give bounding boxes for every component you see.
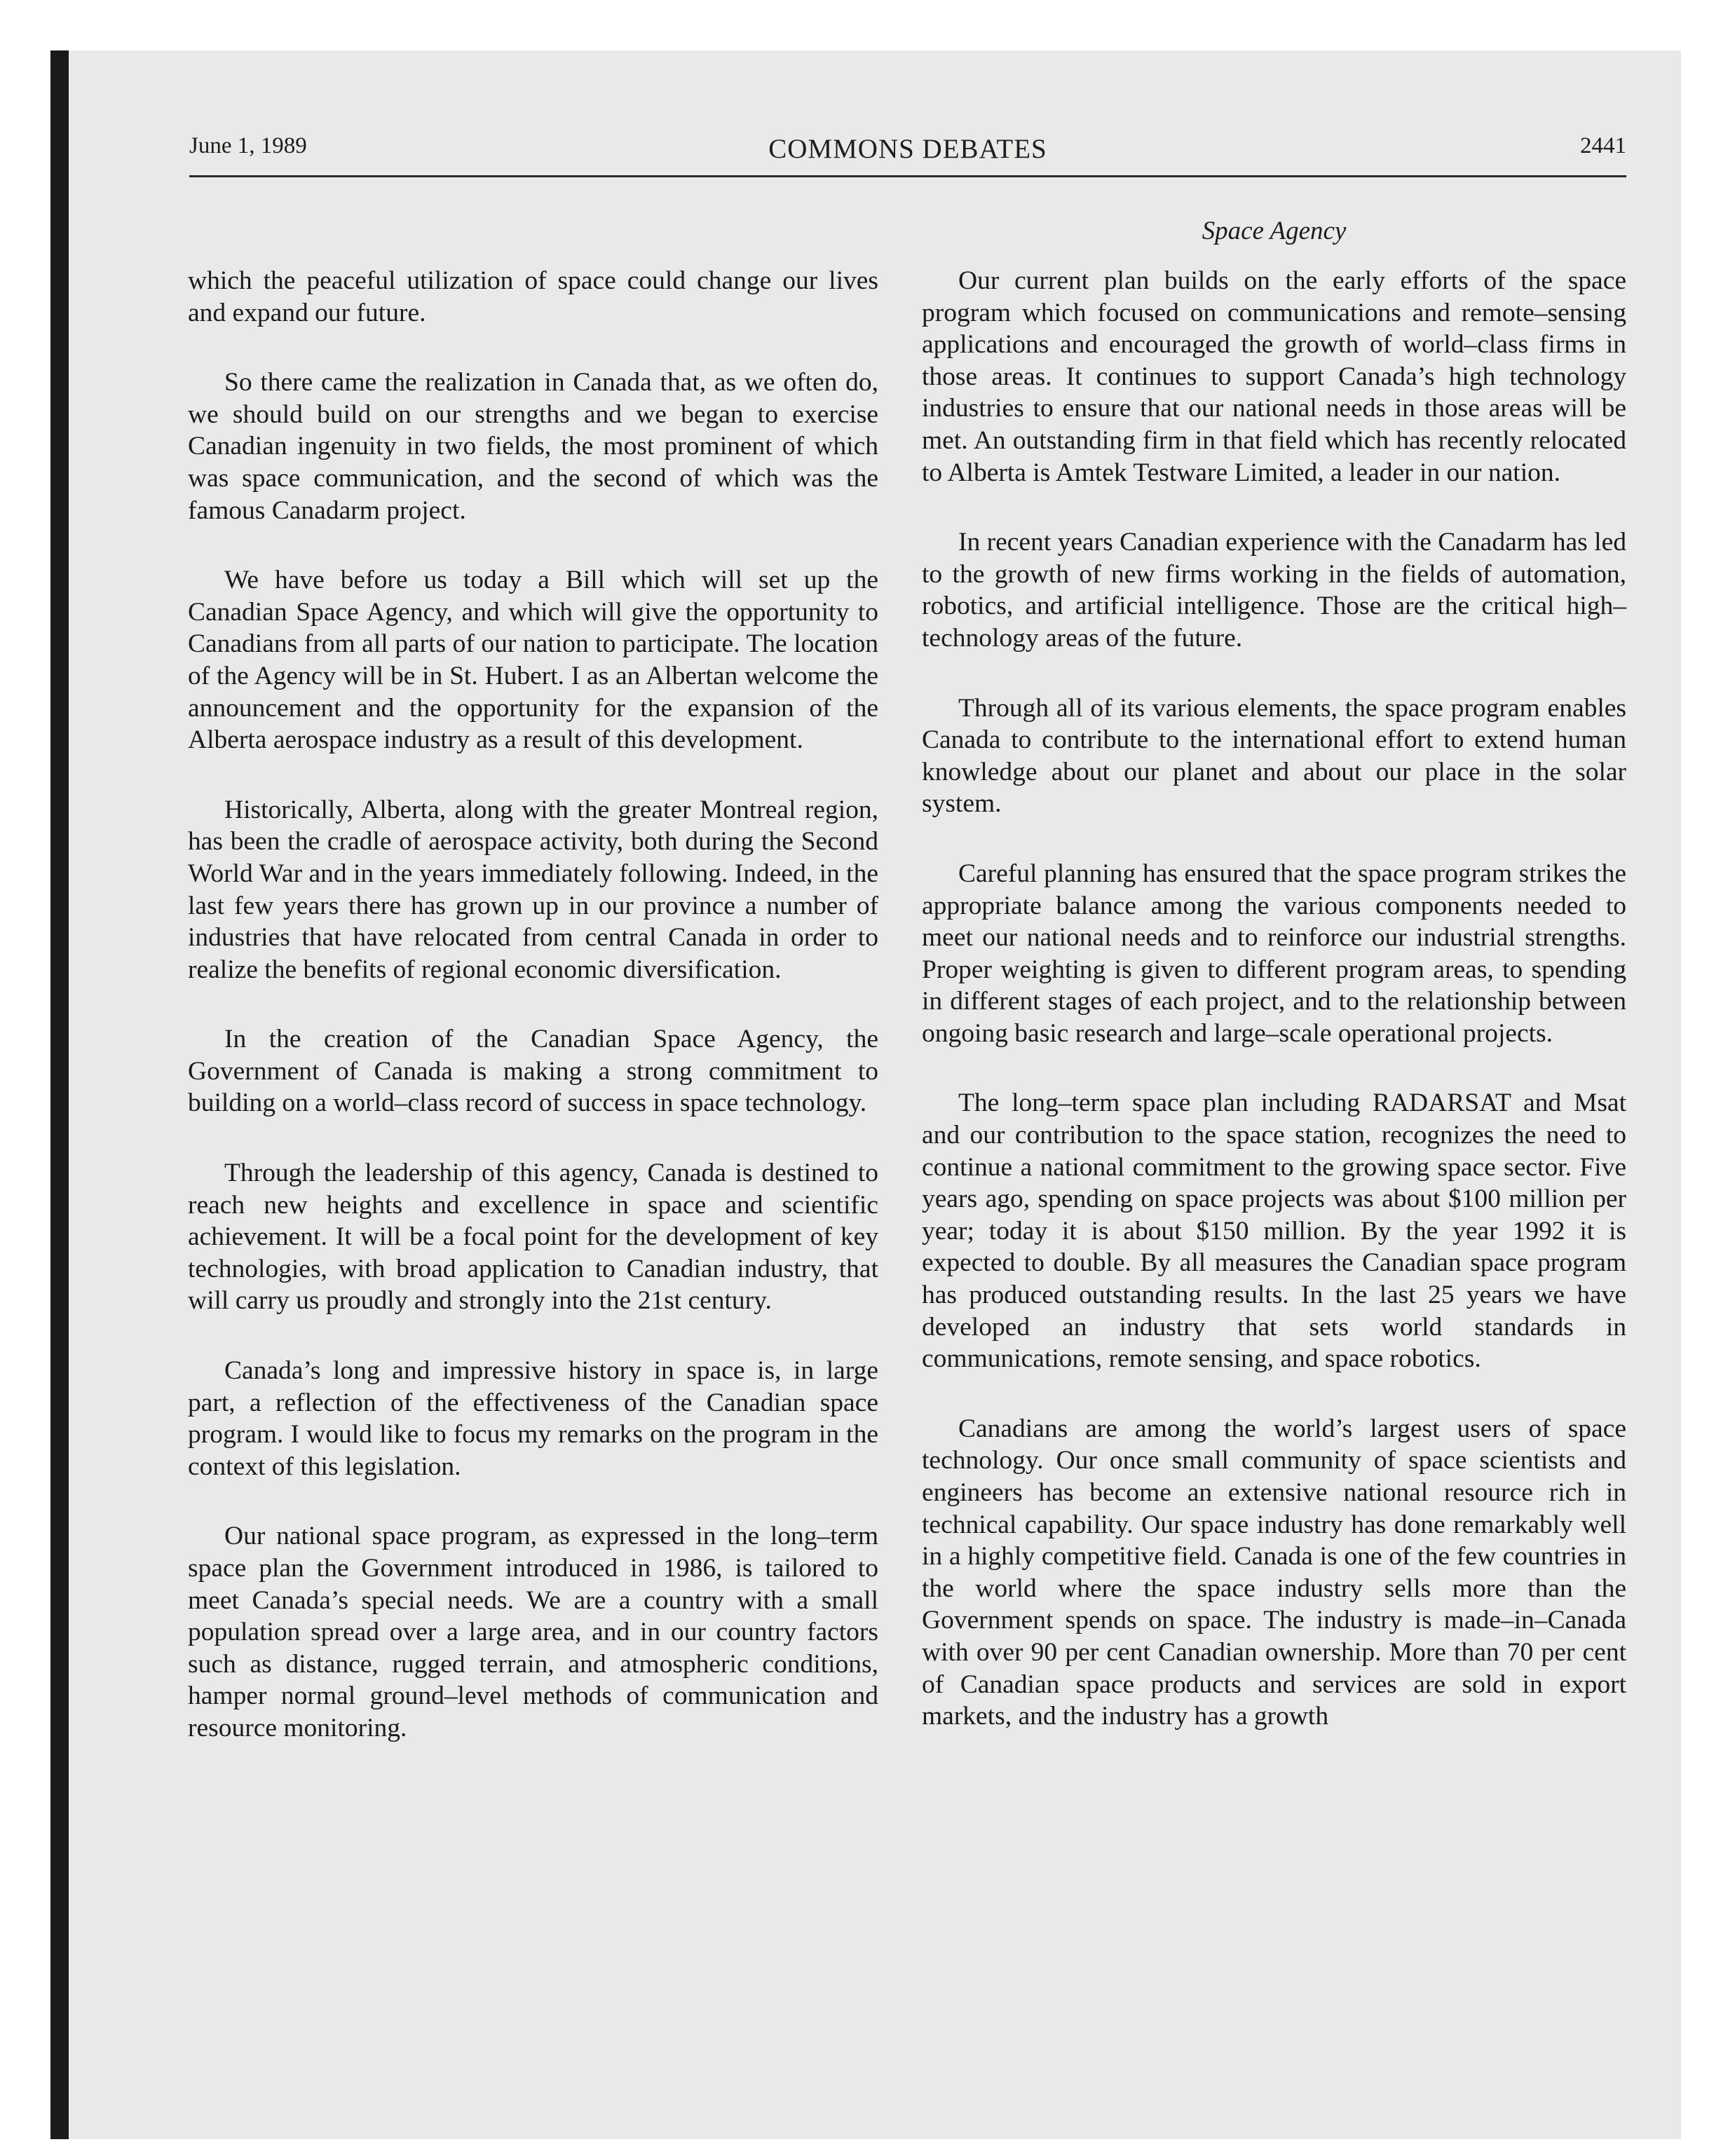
- paragraph: Through all of its various elements, the space program enables Canada to contribute to the international effort to extend human knowledge about our planet and about our place in the solar system.: [922, 693, 1626, 819]
- header-rule: [189, 175, 1626, 177]
- paragraph: In the creation of the Canadian Space Agency, the Government of Canada is making a strong commitment to building on a world–class record of success in space technology.: [188, 1025, 878, 1118]
- paragraph: Historically, Alberta, along with the greater Montreal region, has been the cradle of aerospace activity, both during the Second World War and in the years immediately following. Indeed, in the last few years there has grown up in our province a number of industries that have relocated from central Canada in order to realize the benefits of regional economic diversification.: [188, 795, 878, 984]
- header-date: June 1, 1989: [189, 133, 307, 158]
- header-page-number: 2441: [1580, 133, 1626, 158]
- left-column: [188, 265, 878, 1782]
- scan-edge: [50, 50, 69, 2139]
- running-head: Space Agency: [1202, 217, 1347, 245]
- page-header: [189, 133, 1626, 175]
- paragraph: In recent years Canadian experience with the Canadarm has led to the growth of new firms working in the fields of automation, robotics, and artificial intelligence. Those are the critical high–technology areas of the future.: [922, 528, 1626, 653]
- paragraph: The long–term space plan including RADARSAT and Msat and our contribution to the space station, recognizes the need to continue a national commitment to the growing space sector. Five years ago, spending on space projects was about $100 million per year; today it is about $150 million. By the year 1992 it is expected to double. By all measures the Canadian space program has produced outstanding results. In the last 25 years we have developed an industry that sets world standards in communications, remote sensing, and space robotics.: [922, 1089, 1626, 1374]
- paragraph: Canadians are among the world’s largest users of space technology. Our once small community of space scientists and engineers has become an extensive national resource rich in technical capability. Our space industry has done remarkably well in a highly competitive field. Canada is one of the few countries in the world where the space industry sells more than the Government spends on space. The industry is made–in–Canada with over 90 per cent Canadian ownership. More than 70 per cent of Canadian space products and services are sold in export markets, and the industry has a growth: [922, 1414, 1626, 1731]
- header-title: COMMONS DEBATES: [768, 134, 1047, 164]
- paragraph: So there came the realization in Canada that, as we often do, we should build on our strengths and we began to exercise Canadian ingenuity in two fields, the most prominent of which was space communication, and the second of which was the famous Canadarm project.: [188, 368, 878, 525]
- right-column: [922, 265, 1626, 1770]
- paragraph: Careful planning has ensured that the space program strikes the appropriate balance among the various components needed to meet our national needs and to reinforce our industrial strengths. Proper weighting is given to different program areas, to spending in different stages of each project, and to the relationship between ongoing basic research and large–scale operational projects.: [922, 859, 1626, 1048]
- paragraph: Through the leadership of this agency, Canada is destined to reach new heights and excellence in space and scientific achievement. It will be a focal point for the development of key technologies, with broad application to Canadian industry, that will carry us proudly and strongly into the 21st century.: [188, 1159, 878, 1316]
- paragraph: Canada’s long and impressive history in space is, in large part, a reflection of the effectiveness of the Canadian space program. I would like to focus my remarks on the program in the context of this legislation.: [188, 1356, 878, 1481]
- paragraph: Our national space program, as expressed in the long–term space plan the Government introduced in 1986, is tailored to meet Canada’s special needs. We are a country with a small population spread over a large area, and in our country factors such as distance, rugged terrain, and atmospheric conditions, hamper normal ground–level methods of communication and resource monitoring.: [188, 1522, 878, 1742]
- paragraph: Our current plan builds on the early efforts of the space program which focused on communications and remote–sensing applications and encouraged the growth of world–class firms in those areas. It continues to support Canada’s high technology industries to ensure that our national needs in those areas will be met. An outstanding firm in that field which has recently relocated to Alberta is Amtek Testware Limited, a leader in our nation.: [922, 266, 1626, 487]
- paragraph: which the peaceful utilization of space could change our lives and expand our future.: [188, 266, 878, 327]
- paragraph: We have before us today a Bill which will set up the Canadian Space Agency, and which will give the opportunity to Canadians from all parts of our nation to participate. The location of the Agency will be in St. Hubert. I as an Albertan welcome the announcement and the opportunity for the expansion of the Alberta aerospace industry as a result of this development.: [188, 566, 878, 755]
